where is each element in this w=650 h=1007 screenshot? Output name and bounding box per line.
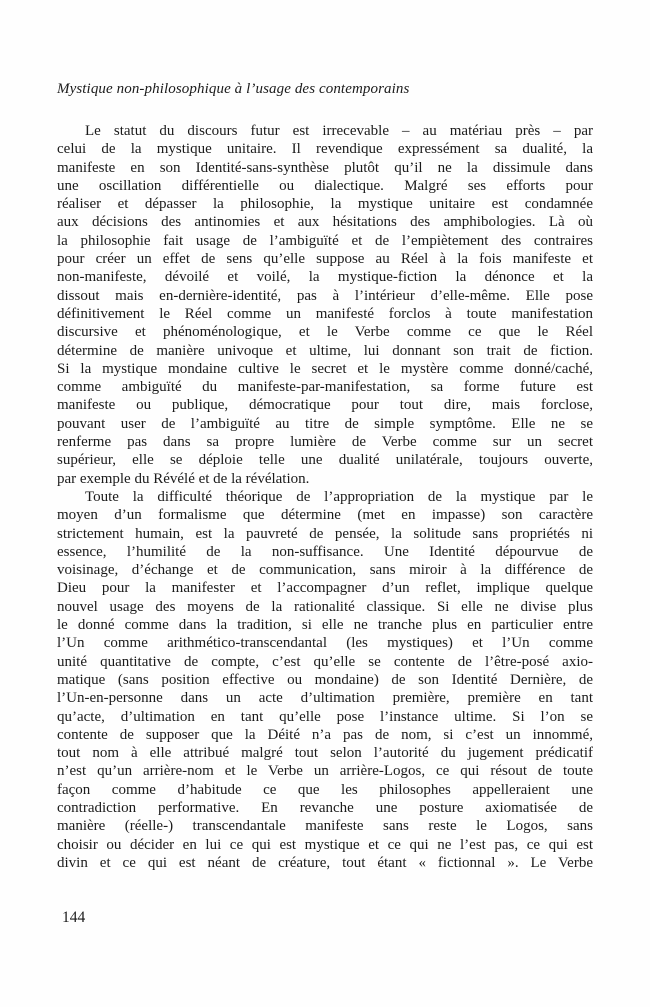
text-line: supérieur, elle se déploie telle une dualité unilatérale, toujours ouverte,: [57, 452, 593, 469]
text-line: Le statut du discours futur est irrecevable – au matériau près – par: [85, 123, 593, 139]
text-line: l’Un comme arithmético-transcendantal (les mystiques) et l’Un comme: [57, 635, 593, 652]
text-line: moyen d’un formalisme que détermine (met en impasse) son caractère: [57, 507, 593, 524]
text-line: la philosophie fait usage de l’ambiguïté et de l’empiètement des contraires: [57, 232, 593, 249]
text-line: renferme pas dans sa propre lumière de Verbe comme sur un secret: [57, 434, 593, 451]
text-line: divin et ce qui est néant de créature, tout étant « fictionnal ». Le Verbe: [57, 854, 593, 871]
text-line: détermine de manière univoque et ultime, lui donnant son trait de fiction.: [57, 342, 593, 359]
text-line: qu’acte, d’ultimation en tant qu’elle pose l’instance ultime. Si l’on se: [57, 708, 593, 725]
text-line: discursive et phénoménologique, et le Verbe comme ce que le Réel: [57, 324, 593, 341]
text-line: voisinage, d’échange et de communication, sans miroir à la différence de: [57, 562, 593, 579]
text-line: Dieu pour la manifester et l’accompagner d’un reflet, implique quelque: [57, 580, 593, 597]
text-line: par exemple du Révélé et de la révélation.: [57, 470, 310, 487]
text-line: dissout mais en-dernière-identité, pas à l’intérieur d’elle-même. Elle pose: [57, 287, 593, 304]
text-line: tout nom à elle attribué malgré tout selon l’autorité du jugement prédicatif: [57, 745, 593, 762]
text-line: unité quantitative de compte, c’est qu’elle se contente de l’être-posé axio-: [57, 653, 593, 670]
text-line: non-manifeste, dévoilé et voilé, la mystique-fiction la dénonce et la: [57, 269, 593, 286]
text-line: l’Un-en-personne dans un acte d’ultimation première, première en tant: [57, 690, 593, 707]
text-line: pouvant user de l’ambiguïté au titre de simple symptôme. Elle ne se: [57, 415, 593, 432]
paragraph: [57, 122, 593, 488]
text-line: comme ambiguïté du manifeste-par-manifestation, sa forme future est: [57, 379, 593, 396]
text-line: nouvel usage des moyens de la rationalité classique. Si elle ne divise plus: [57, 598, 593, 615]
text-line: essence, l’humilité de la non-suffisance. Une Identité dépourvue de: [57, 543, 593, 560]
text-line: manière (réelle-) transcendantale manifeste sans reste le Logos, sans: [57, 818, 593, 835]
text-line: choisir ou décider en lui ce qui est mystique et ce qui ne l’est pas, ce qui est: [57, 836, 593, 853]
text-line: matique (sans position effective ou mondaine) de son Identité Dernière, de: [57, 671, 593, 688]
text-line: manifeste ou publique, démocratique pour tout dire, mais forclose,: [57, 397, 593, 414]
text-line: contradiction performative. En revanche une posture axiomatisée de: [57, 799, 593, 816]
text-line: le donné comme dans la tradition, si elle ne tranche plus en particulier entre: [57, 617, 593, 634]
text-line: aux décisions des antinomies et aux hésitations des amphibologies. Là où: [57, 214, 593, 231]
text-line: Si la mystique mondaine cultive le secret et le mystère comme donné/caché,: [57, 360, 593, 377]
text-line: celui de la mystique unitaire. Il revendique expressément sa dualité, la: [57, 141, 593, 158]
text-line: réaliser et dépasser la philosophie, la mystique unitaire est condamnée: [57, 196, 593, 213]
text-line: contente de supposer que la Déité n’a pas de nom, si c’est un innommé,: [57, 726, 593, 743]
text-line: n’est qu’un arrière-nom et le Verbe un arrière-Logos, ce qui résout de toute: [57, 763, 593, 780]
text-line: Toute la difficulté théorique de l’appropriation de la mystique par le: [85, 488, 593, 505]
text-line: strictement humain, est la pauvreté de pensée, la solitude sans propriétés ni: [57, 525, 593, 542]
paragraph: [57, 488, 593, 872]
page-number: 144: [62, 909, 86, 926]
running-header: Mystique non-philosophique à l’usage des contemporains: [57, 81, 410, 97]
text-line: une oscillation différentielle ou dialectique. Malgré ses efforts pour: [57, 177, 593, 194]
text-line: manifeste en son Identité-sans-synthèse plutôt qu’il ne la dissimule dans: [57, 159, 593, 176]
text-line: pour créer un effet de sens qu’elle suppose au Réel à la fois manifeste et: [57, 251, 593, 268]
text-block: [57, 122, 593, 872]
text-line: façon comme d’habitude ce que les philosophes appelleraient une: [57, 781, 593, 798]
text-line: définitivement le Réel comme un manifesté forclos à toute manifestation: [57, 305, 593, 322]
